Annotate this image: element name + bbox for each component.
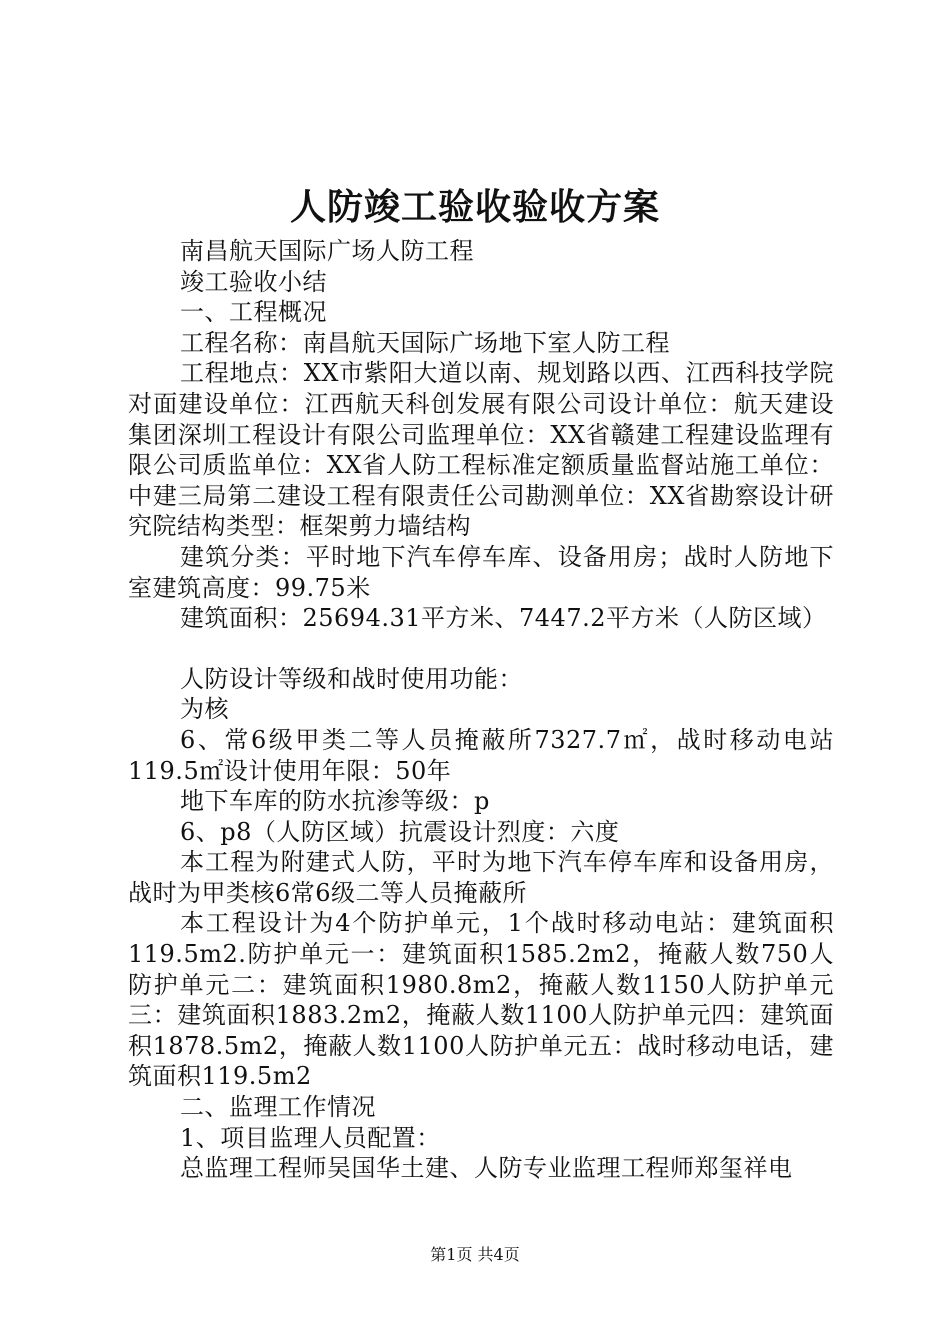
section-heading-supervision: 二、监理工作情况 — [180, 1093, 376, 1122]
section-heading-overview: 一、工程概况 — [180, 298, 327, 327]
paragraph-building-class: 建筑分类：平时地下汽车停车库、设备用房；战时人防地下室建筑高度：99.75米 — [128, 542, 834, 602]
paragraph-waterproof: 地下车库的防水抗渗等级：p — [180, 787, 490, 816]
paragraph-staffing: 1、项目监理人员配置： — [180, 1123, 441, 1152]
paragraph-seismic: 6、p8（人防区域）抗震设计烈度：六度 — [180, 817, 620, 846]
document-body — [128, 236, 834, 1184]
paragraph-building-area: 建筑面积：25694.31平方米、7447.2平方米（人防区域） — [180, 604, 827, 633]
paragraph-protection-units: 本工程设计为4个防护单元，1个战时移动电站：建筑面积119.5m2.防护单元一：建筑面积1585.2m2，掩蔽人数750人防护单元二：建筑面积1980.8m2，掩蔽人数1150人防护单元三：建筑面积1883.2m2，掩蔽人数1100人防护单元四：建筑面积1878.5m2，掩蔽人数1100人防护单元五：战时移动电话，建筑面积119.5m2 — [128, 909, 834, 1091]
paragraph-nuclear: 为核 — [180, 695, 229, 724]
page-number-footer: 第1页 共4页 — [430, 1245, 520, 1264]
paragraph-project-title: 工程名称：南昌航天国际广场地下室人防工程 — [180, 328, 670, 357]
document-title: 人防竣工验收验收方案 — [289, 186, 660, 228]
paragraph-project-name: 南昌航天国际广场人防工程 — [180, 237, 474, 265]
paragraph-shelter-class: 6、常6级甲类二等人员掩蔽所7327.7㎡，战时移动电站119.5㎡设计使用年限：50年 — [128, 725, 834, 785]
paragraph-project-location: 工程地点：XX市紫阳大道以南、规划路以西、江西科技学院对面建设单位：江西航天科创发展有限公司设计单位：航天建设集团深圳工程设计有限公司监理单位：XX省赣建工程建设监理有限公司质监单位：XX省人防工程标准定额质量监督站施工单位：中建三局第二建设工程有限责任公司勘测单位：XX省勘察设计研究院结构类型：框架剪力墙结构 — [128, 359, 834, 541]
paragraph-summary-heading: 竣工验收小结 — [180, 267, 327, 296]
paragraph-chief-engineer: 总监理工程师吴国华土建、人防专业监理工程师郑玺祥电 — [180, 1154, 793, 1183]
paragraph-design-level: 人防设计等级和战时使用功能： — [180, 664, 523, 693]
paragraph-attached-shelter: 本工程为附建式人防，平时为地下汽车停车库和设备用房，战时为甲类核6常6级二等人员掩蔽所 — [128, 848, 834, 907]
